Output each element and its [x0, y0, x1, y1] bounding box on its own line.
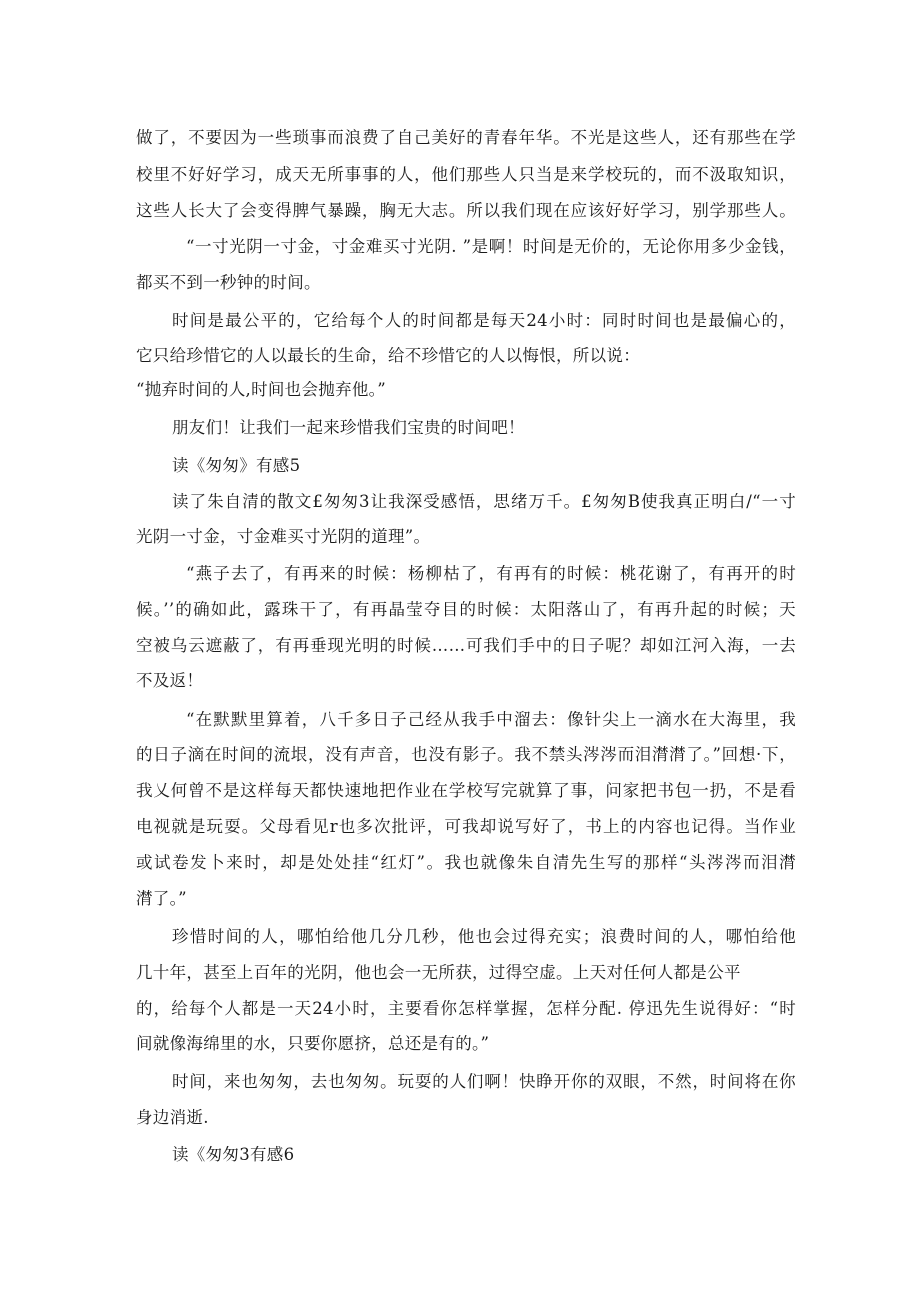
text-line: 它只给珍惜它的人以最长的生命，给不珍惜它的人以悔恨，所以说：	[136, 346, 640, 365]
text-line: 身边消逝.	[136, 1108, 209, 1127]
text-line: 几十年，甚至上百年的光阴，他也会一无所获，过得空虚。上天对任何人都是公平	[136, 963, 741, 982]
text-line: 珍惜时间的人，哪怕给他几分几秒，他也会过得充实；浪费时间的人，哪怕给他	[172, 927, 796, 946]
text-line: 电视就是玩耍。父母看见r也多次批评，可我却说写好了，书上的内容也记得。当作业	[136, 817, 796, 836]
text-line: “一寸光阴一寸金，寸金难买寸光阴. ”是啊！时间是无价的，无论你用多少金钱，	[186, 237, 796, 256]
section-heading: 读《匆匆》有感5	[172, 456, 301, 475]
text-line: 不及返！	[136, 671, 204, 690]
text-line: 我乂何曾不是这样每天都快速地把作业在学校写完就算了事，问家把书包一扔，不是看	[136, 781, 796, 800]
text-line: 这些人长大了会变得脾气暴躁，胸无大志。所以我们现在应该好好学习，别学那些人。	[136, 201, 796, 220]
text-line: “燕子去了，有再来的时候：杨柳枯了，有再有的时候：桃花谢了，有再开的时	[186, 564, 796, 583]
text-line: 时间，来也匆匆，去也匆匆。玩耍的人们啊！快睁开你的双眼，不然，时间将在你	[172, 1072, 796, 1091]
text-line: “在默默里算着，八千多日子己经从我手中溜去：像针尖上一滴水在大海里，我	[186, 710, 796, 729]
text-line: 或试卷发卜来时，却是处处挂“红灯”。我也就像朱自清先生写的那样“头涔涔而泪潸	[136, 853, 796, 872]
text-line: 候。’’的确如此，露珠干了，有再晶莹夺目的时候：太阳落山了，有再升起的时候；天	[136, 600, 796, 619]
text-line: 朋友们！让我们一起来珍惜我们宝贵的时间吧！	[172, 418, 525, 437]
text-line: 校里不好好学习，成天无所事事的人，他们那些人只当是来学校玩的，而不汲取知识，	[136, 165, 796, 184]
text-line: 的日子滴在时间的流垠，没有声音，也没有影子。我不禁头涔涔而泪潸潸了。”回想·下，	[136, 745, 796, 764]
text-line: 空被乌云遮蔽了，有再垂现光明的时候……可我们手中的日子呢？却如江河入海，一去	[136, 636, 796, 655]
text-line: 读了朱自清的散文£匆匆3让我深受感悟，思绪万千。£匆匆B使我真正明白/“一寸	[172, 492, 796, 511]
text-line: 都买不到一秒钟的时间。	[136, 273, 321, 292]
text-line: “抛弃时间的人,时间也会抛弃他。”	[136, 380, 386, 399]
text-line: 间就像海绵里的水，只要你愿挤，总还是有的。”	[136, 1034, 490, 1053]
text-line: 光阴一寸金，寸金难买寸光阴的道理”。	[136, 527, 431, 546]
section-heading: 读《匆匆3有感6	[172, 1145, 295, 1164]
text-line: 的，给每个人都是一天24小时，主要看你怎样掌握，怎样分配. 停迅先生说得好：“时	[136, 999, 796, 1018]
text-line: 时间是最公平的，它给每个人的时间都是每天24小时：同时时间也是最偏心的，	[172, 311, 796, 330]
text-line: 做了，不要因为一些琐事而浪费了自己美好的青春年华。不光是这些人，还有那些在学	[136, 128, 796, 147]
text-line: 潸了。”	[136, 889, 187, 908]
